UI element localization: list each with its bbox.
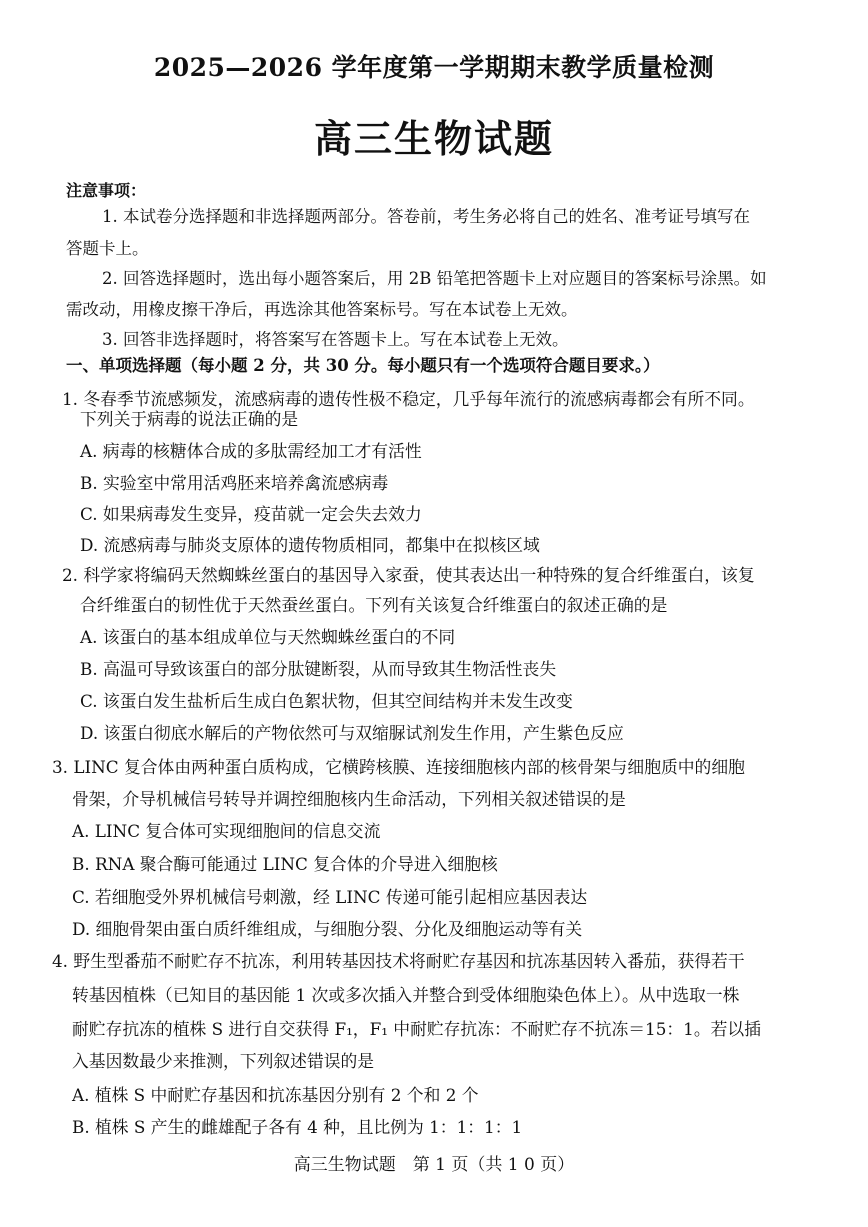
notice-line: 2. 回答选择题时，选出每小题答案后，用 2B 铅笔把答题卡上对应题目的答案标号涂黑。如 [102, 269, 767, 288]
question-1-stem: 1. 冬春季节流感频发，流感病毒的遗传性极不稳定，几乎每年流行的流感病毒都会有所不同。 [62, 389, 755, 409]
exam-supertitle: 2025—2026 学年度第一学期期末教学质量检测 [153, 53, 715, 82]
question-2-option-b: B. 高温可导致该蛋白的部分肽键断裂，从而导致其生物活性丧失 [80, 659, 557, 679]
page-footer: 高三生物试题 第 1 页（共 1 0 页） [293, 1155, 575, 1175]
question-3-option-d: D. 细胞骨架由蛋白质纤维组成，与细胞分裂、分化及细胞运动等有关 [72, 919, 583, 939]
question-4-option-b: B. 植株 S 产生的雌雄配子各有 4 种，且比例为 1：1：1：1 [72, 1117, 523, 1137]
question-4-stem: 耐贮存抗冻的植株 S 进行自交获得 F₁，F₁ 中耐贮存抗冻：不耐贮存不抗冻＝15：1。若以插 [72, 1019, 761, 1039]
question-1-stem: 下列关于病毒的说法正确的是 [80, 409, 299, 429]
question-4-stem: 4. 野生型番茄不耐贮存不抗冻，利用转基因技术将耐贮存基因和抗冻基因转入番茄，获得若干 [52, 951, 745, 971]
notice-line: 3. 回答非选择题时，将答案写在答题卡上。写在本试卷上无效。 [102, 330, 569, 349]
question-3-option-b: B. RNA 聚合酶可能通过 LINC 复合体的介导进入细胞核 [72, 854, 498, 874]
question-3-option-a: A. LINC 复合体可实现细胞间的信息交流 [72, 821, 381, 841]
question-2-option-d: D. 该蛋白彻底水解后的产物依然可与双缩脲试剂发生作用，产生紫色反应 [80, 723, 624, 743]
question-3-stem: 3. LINC 复合体由两种蛋白质构成，它横跨核膜、连接细胞核内部的核骨架与细胞质中的细胞 [52, 757, 745, 777]
question-1-option-d: D. 流感病毒与肺炎支原体的遗传物质相同，都集中在拟核区域 [80, 535, 540, 555]
notice-heading: 注意事项： [66, 181, 147, 200]
question-2-stem: 2. 科学家将编码天然蜘蛛丝蛋白的基因导入家蚕，使其表达出一种特殊的复合纤维蛋白，该复 [62, 565, 755, 585]
notice-line: 需改动，用橡皮擦干净后，再选涂其他答案标号。写在本试卷上无效。 [66, 300, 578, 319]
question-3-stem: 骨架，介导机械信号转导并调控细胞核内生命活动，下列相关叙述错误的是 [72, 789, 626, 809]
notice-line: 答题卡上。 [66, 239, 149, 258]
notice-line: 1. 本试卷分选择题和非选择题两部分。答卷前，考生务必将自己的姓名、准考证号填写在 [102, 207, 750, 226]
question-4-option-a: A. 植株 S 中耐贮存基因和抗冻基因分别有 2 个和 2 个 [72, 1085, 479, 1105]
question-2-option-a: A. 该蛋白的基本组成单位与天然蜘蛛丝蛋白的不同 [80, 627, 456, 647]
section-heading: 一、单项选择题（每小题 2 分，共 30 分。每小题只有一个选项符合题目要求。） [66, 356, 660, 375]
question-4-stem: 入基因数最少来推测，下列叙述错误的是 [72, 1051, 375, 1071]
question-4-stem: 转基因植株（已知目的基因能 1 次或多次插入并整合到受体细胞染色体上）。从中选取一株 [72, 985, 740, 1005]
question-1-option-b: B. 实验室中常用活鸡胚来培养禽流感病毒 [80, 473, 389, 493]
exam-title: 高三生物试题 [313, 116, 554, 161]
question-1-option-c: C. 如果病毒发生变异，疫苗就一定会失去效力 [80, 504, 422, 524]
question-2-option-c: C. 该蛋白发生盐析后生成白色絮状物，但其空间结构并未发生改变 [80, 691, 573, 711]
question-3-option-c: C. 若细胞受外界机械信号刺激，经 LINC 传递可能引起相应基因表达 [72, 887, 588, 907]
question-2-stem: 合纤维蛋白的韧性优于天然蚕丝蛋白。下列有关该复合纤维蛋白的叙述正确的是 [80, 595, 668, 615]
question-1-option-a: A. 病毒的核糖体合成的多肽需经加工才有活性 [80, 441, 422, 461]
